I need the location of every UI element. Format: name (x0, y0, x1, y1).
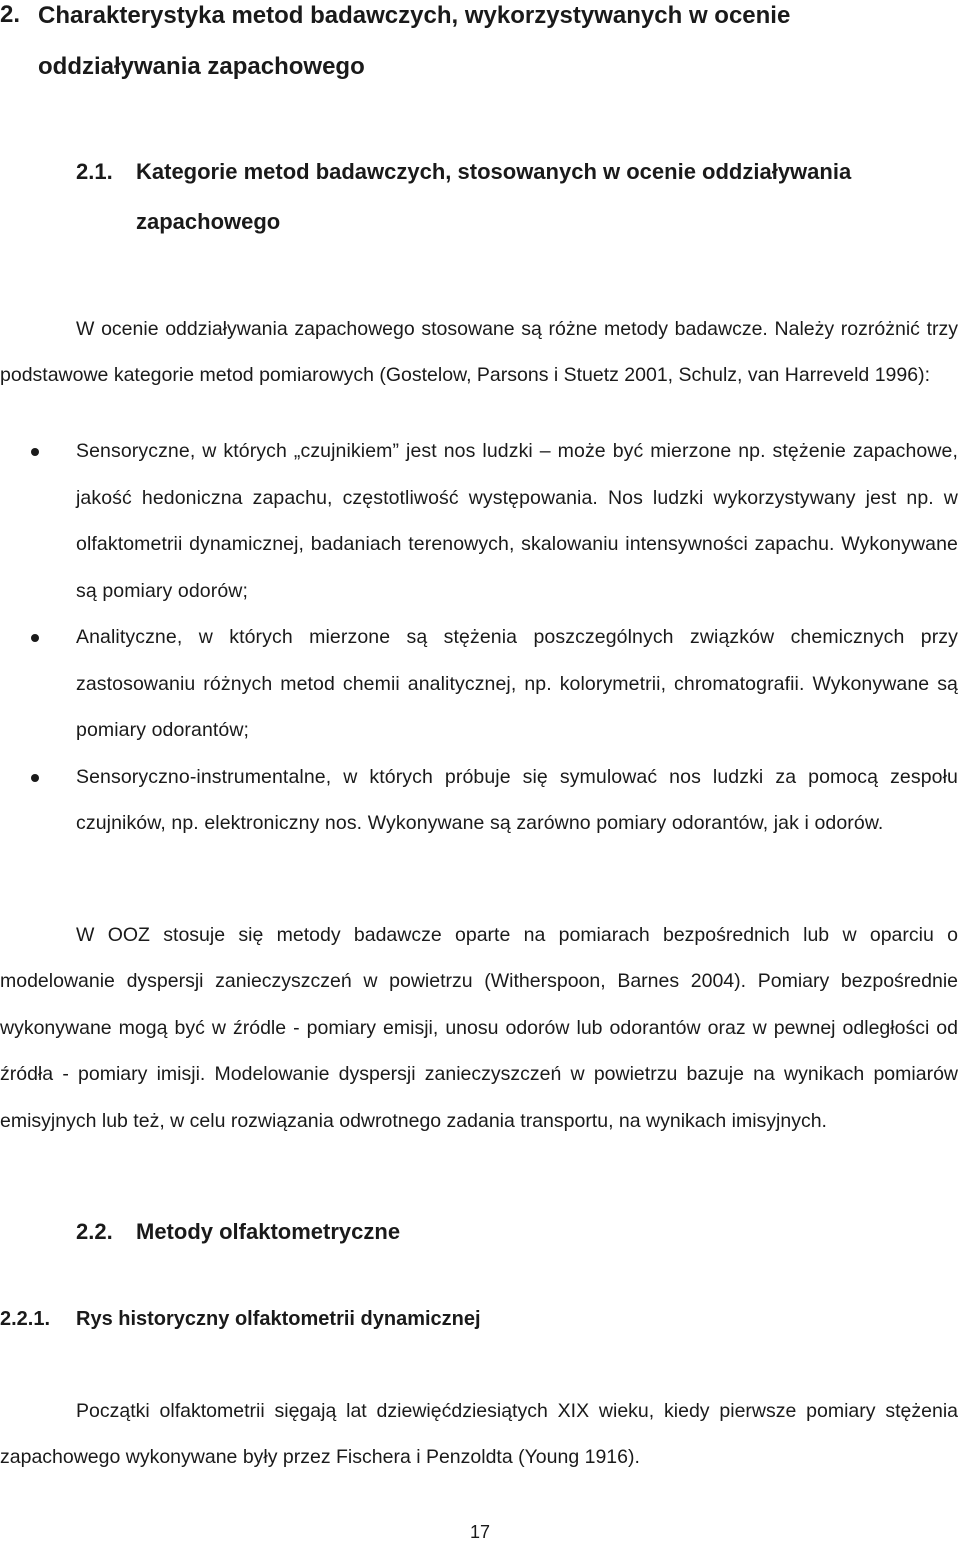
page-number: 17 (469, 1522, 491, 1542)
list-item-text: Analityczne, w których mierzone są stężenia poszczególnych związków chemicznych przy zastosowaniu różnych metod chemii analitycznej, np. kolorymetrii, chromatografii. Wykonywane są pomiary odorantów; (76, 626, 958, 741)
bullet-icon (31, 448, 39, 456)
section-number: 2.1. (76, 159, 113, 184)
list-item (0, 428, 958, 614)
bullet-icon (31, 774, 39, 782)
subsection-title: Rys historyczny olfaktometrii dynamicznej (76, 1308, 481, 1330)
chapter-number: 2. (0, 1, 21, 28)
list-item (0, 754, 958, 847)
section-title: Kategorie metod badawczych, stosowanych w ocenie oddziaływania zapachowego (136, 159, 852, 234)
intro-paragraph: W ocenie oddziaływania zapachowego stosowane są różne metody badawcze. Należy rozróżnić trzy podstawowe kategorie metod pomiarowych (Gostelow, Parsons i Stuetz 2001, Schulz, van Harreveld 1996): (0, 317, 958, 386)
bullet-icon (31, 634, 39, 642)
history-paragraph: Początki olfaktometrii sięgają lat dziewięćdziesiątych XIX wieku, kiedy pierwsze pomiary stężenia zapachowego wykonywane były przez Fischera i Penzoldta (Young 1916). (0, 1399, 958, 1468)
list-item (0, 614, 958, 754)
list-item-text: Sensoryczno-instrumentalne, w których próbuje się symulować nos ludzki za pomocą zespołu czujników, np. elektroniczny nos. Wykonywane są zarówno pomiary odorantów, jak i odorów. (76, 765, 958, 834)
list-item-text: Sensoryczne, w których „czujnikiem” jest nos ludzki – może być mierzone np. stężenie zapachowe, jakość hedoniczna zapachu, częstotliwość występowania. Nos ludzki wykorzystywany jest np. w olfaktometrii dynamicznej, badaniach terenowych, skalowaniu intensywności zapachu. Wykonywane są pomiary odorów; (76, 440, 958, 602)
section-title: Metody olfaktometryczne (136, 1219, 401, 1244)
method-categories-list (0, 428, 958, 847)
section-number: 2.2. (76, 1219, 113, 1244)
subsection-number: 2.2.1. (0, 1308, 51, 1330)
ooz-paragraph: W OOZ stosuje się metody badawcze oparte na pomiarach bezpośrednich lub w oparciu o modelowanie dyspersji zanieczyszczeń w powietrzu (Witherspoon, Barnes 2004). Pomiary bezpośrednie wykonywane mogą być w źródle - pomiary emisji, unosu odorów lub odorantów oraz w pewnej odległości od źródła - pomiary imisji. Modelowanie dyspersji zanieczyszczeń w powietrzu bazuje na wynikach pomiarów emisyjnych lub też, w celu rozwiązania odwrotnego zadania transportu, na wynikach imisyjnych. (0, 923, 958, 1132)
chapter-title: Charakterystyka metod badawczych, wykorzystywanych w ocenie oddziaływania zapachowego (38, 2, 791, 80)
